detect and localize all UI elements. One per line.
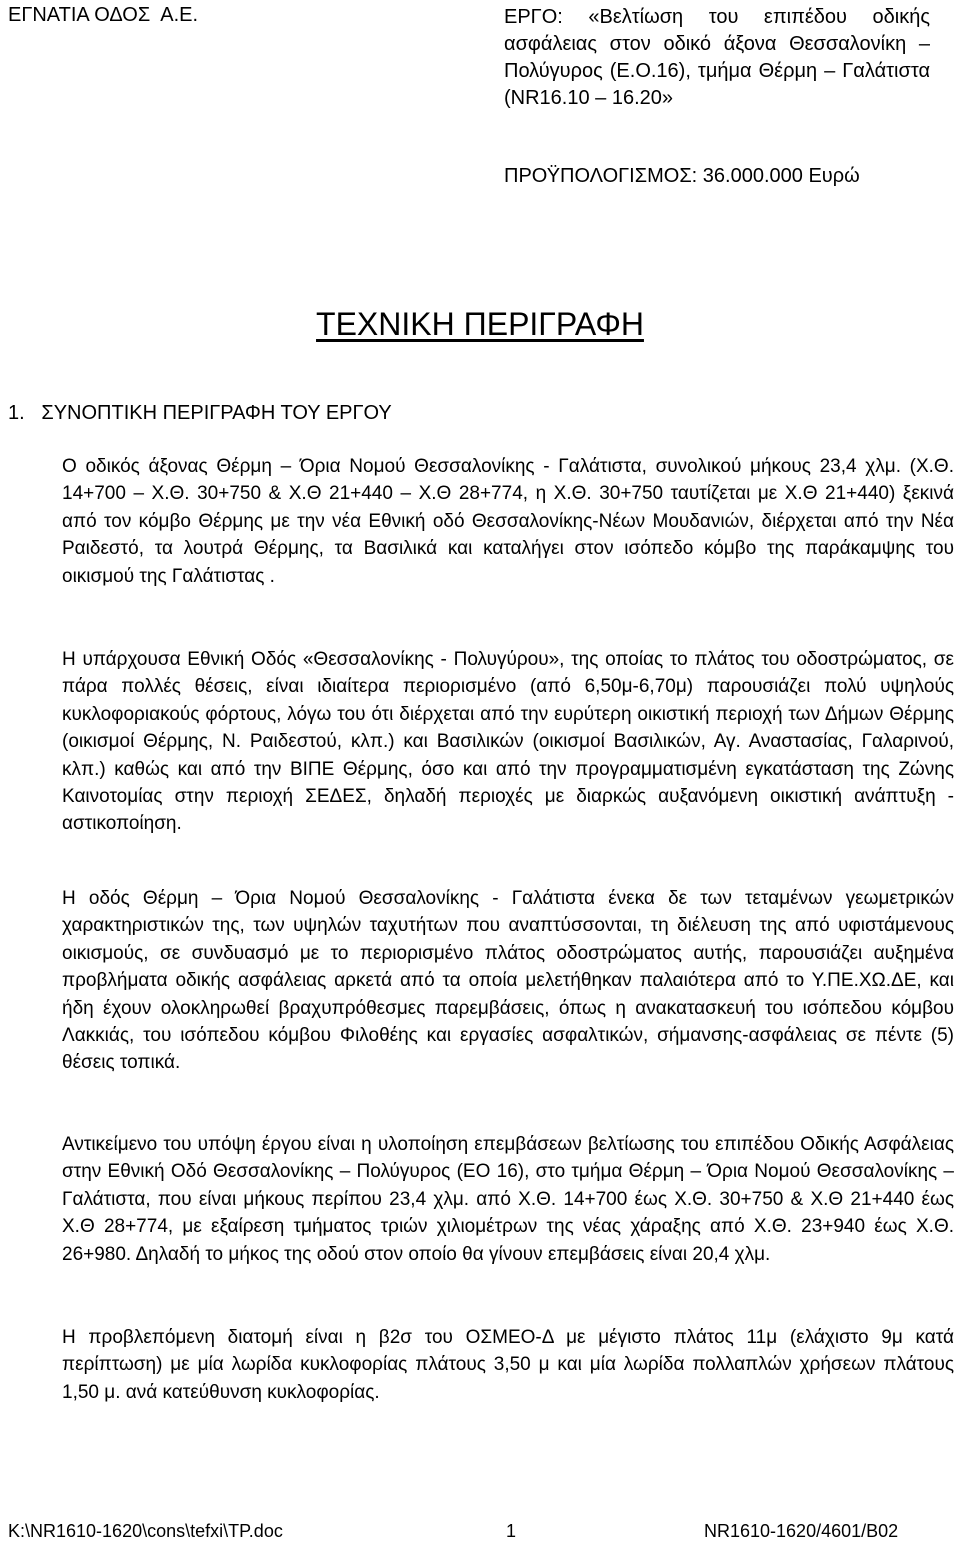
section-heading: 1. ΣΥΝΟΠΤΙΚΗ ΠΕΡΙΓΡΑΦΗ ΤΟΥ ΕΡΓΟΥ: [8, 402, 392, 424]
paragraph-project-object: Αντικείμενο του υπόψη έργου είναι η υλοποίηση επεμβάσεων βελτίωσης του επιπέδου Οδικής Ασφάλειας στην Εθνική Οδό Θεσσαλονίκης – Πολύγυρος (ΕΟ 16), στο τμήμα Θέρμη – Όρια Νομού Θεσσαλονίκης – Γαλάτιστα, που είναι μήκους περίπου 23,4 χλμ. από Χ.Θ. 14+700 έως Χ.Θ. 30+750 & Χ.Θ 21+440 έως Χ.Θ 28+774, με εξαίρεση τμήματος τριών χιλιομέτρων της νέας χάραξης από Χ.Θ. 23+940 έως Χ.Θ. 26+980. Δηλαδή το μήκος της οδού στον οποίο θα γίνουν επεμβάσεις είναι 20,4 χλμ.: [62, 1134, 954, 1265]
paragraph-cross-section: Η προβλεπόμενη διατομή είναι η β2σ του ΟΣΜΕΟ-Δ με μέγιστο πλάτος 11μ (ελάχιστο 9μ κατά περίπτωση) με μία λωρίδα κυκλοφορίας πλάτους 3,50 μ και μία λωρίδα πολλαπλών χρήσεων πλάτους 1,50 μ. ανά κατεύθυνση κυκλοφορίας.: [62, 1327, 954, 1403]
footer-reference: NR1610-1620/4601/B02: [704, 1521, 899, 1541]
paragraph-existing-road: Η υπάρχουσα Εθνική Οδός «Θεσσαλονίκης - Πολυγύρου», της οποίας το πλάτος του οδοστρώματος, σε πάρα πολλές θέσεις, είναι ιδιαίτερα περιορισμένο (από 6,50μ-6,70μ) παρουσιάζει πολύ υψηλούς κυκλοφοριακούς φόρτους, λόγω του ότι διέρχεται από την ευρύτερη οικιστική περιοχή των Δήμων Θέρμης (οικισμοί Θέρμης, Ν. Ραιδεστού, κλπ.) και Βασιλικών (οικισμοί Βασιλικών, Αγ. Αναστασίας, Γαλαρινού, κλπ.) καθώς και από την ΒΙΠΕ Θέρμης, όσο και από την προγραμματισμένη εγκατάσταση της Ζώνης Καινοτομίας στην περιοχή ΣΕΔΕΣ, δηλαδή περιοχές με διαρκώς αυξανόμενη οικιστική ανάπτυξη - αστικοποίηση.: [62, 649, 954, 835]
organization-name: ΕΓΝΑΤΙΑ ΟΔΟΣ Α.Ε.: [8, 4, 199, 26]
paragraph-road-axis: Ο οδικός άξονας Θέρμη – Όρια Νομού Θεσσαλονίκης - Γαλάτιστα, συνολικού μήκους 23,4 χλμ. (Χ.Θ. 14+700 – Χ.Θ. 30+750 & Χ.Θ 21+440 – Χ.Θ 28+774, η Χ.Θ. 30+750 ταυτίζεται με Χ.Θ 21+440) ξεκινά από τον κόμβο Θέρμης με την νέα Εθνική οδό Θεσσαλονίκης-Νέων Μουδανιών, διέρχεται από την Νέα Ραιδεστό, τα λουτρά Θέρμης, τα Βασιλικά και καταλήγει στον ισόπεδο κόμβο της παράκαμψης του οικισμού της Γαλάτιστας .: [62, 456, 954, 587]
footer-page-number: 1: [506, 1521, 517, 1541]
project-budget: ΠΡΟΫΠΟΛΟΓΙΣΜΟΣ: 36.000.000 Ευρώ: [504, 165, 860, 187]
paragraph-safety-issues: Η οδός Θέρμη – Όρια Νομού Θεσσαλονίκης - Γαλάτιστα ένεκα δε των τεταμένων γεωμετρικών χαρακτηριστικών της, των υψηλών ταχυτήτων που αναπτύσσονται, τη διέλευση της από υφιστάμενους οικισμούς, σε συνδυασμό με το περιορισμένο πλάτος οδοστρώματος αυτής, παρουσιάζει αυξημένα προβλήματα οδικής ασφάλειας αρκετά από τα οποία μελετήθηκαν παλαιότερα από το Υ.ΠΕ.ΧΩ.ΔΕ, και ήδη έχουν ολοκληρωθεί βραχυπρόθεσμες παρεμβάσεις, όπως η ανακατασκευή του ισόπεδου κόμβου Λακκιάς, του ισόπεδου κόμβου Φιλοθέης και εργασίες ασφαλτικών, σήμανσης-ασφάλειας σε πέντε (5) θέσεις τοπικά.: [62, 888, 954, 1074]
document-title: ΤΕΧΝΙΚΗ ΠΕΡΙΓΡΑΦΗ: [316, 306, 644, 342]
footer-file-path: K:\NR1610-1620\cons\tefxi\TP.doc: [8, 1521, 283, 1541]
project-title: ΕΡΓΟ: «Βελτίωση του επιπέδου οδικής ασφάλειας στον οδικό άξονα Θεσσαλονίκη – Πολύγυρος (Ε.Ο.16), τμήμα Θέρμη – Γαλάτιστα (NR16.10 – 16.20»: [504, 6, 930, 109]
